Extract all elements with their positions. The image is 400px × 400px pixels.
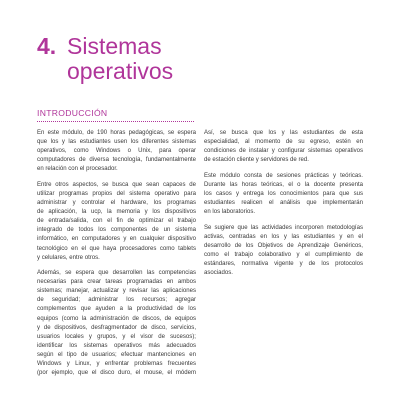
text-line: los casos y entrega los conocimientos para que sus bbox=[204, 190, 363, 197]
text-line: tecnológico en el que haya procesadores como tablets bbox=[37, 245, 196, 252]
text-line: sistemas; manejar, actualizar y revisar las aplicaciones bbox=[37, 288, 196, 295]
text-line: integrado de todos los componentes de un sistema bbox=[37, 227, 196, 234]
chapter-title bbox=[37, 34, 173, 84]
text-line: computadores de diversa tecnología, fundamentalmente bbox=[37, 157, 196, 164]
text-line: asociados. bbox=[204, 270, 233, 277]
text-line: Así, se busca que los y las estudiantes de esta bbox=[204, 130, 363, 136]
text-line: complementos que ayuden a la productividad de los bbox=[37, 306, 196, 313]
right-column bbox=[204, 129, 363, 285]
paragraph-graduation bbox=[204, 129, 363, 165]
text-line: Además, se espera que desarrollen las competencias bbox=[37, 270, 196, 277]
text-line: Durante las horas teóricas, el o la docente presenta bbox=[204, 181, 363, 188]
text-line: desarrollo de los Objetivos de Aprendizaje Genéricos, bbox=[204, 242, 363, 249]
text-line: de entrada/salida, con el fin de optimizar el trabajo bbox=[37, 218, 196, 225]
text-line: estudiantes realicen el análisis que implementarán bbox=[204, 200, 363, 207]
chapter-number: 4. bbox=[37, 33, 57, 59]
left-column bbox=[37, 129, 196, 385]
text-line: Entre otros aspectos, se busca que sean capaces de bbox=[37, 181, 196, 188]
text-line: especialidad, al momento de su egreso, estén en bbox=[204, 139, 363, 146]
paragraph-sessions bbox=[204, 172, 363, 217]
text-line: En este módulo, de 190 horas pedagógicas, se espera bbox=[37, 130, 196, 136]
text-line: Se sugiere que las actividades incorporen metodologías bbox=[204, 224, 363, 231]
text-line: usuarios locales y grupos, y el visor de sucesos); bbox=[37, 333, 196, 340]
chapter-title-line-2: operativos bbox=[67, 58, 174, 84]
text-line: equipos (como la administración de discos, de equipos bbox=[37, 315, 196, 322]
text-line: activas, centradas en los y las estudiantes y en el bbox=[204, 233, 363, 240]
section-divider bbox=[37, 121, 194, 122]
text-line: de aplicación, la ucp, la memoria y los dispositivos bbox=[37, 209, 196, 216]
section-heading: INTRODUCCIÓN bbox=[37, 108, 108, 118]
text-line: Windows y Linux, y enfrentar problemas frecuentes bbox=[37, 361, 196, 368]
text-line: condiciones de instalar y configurar sistemas operativos bbox=[204, 148, 363, 155]
chapter-title-line-1: Sistemas bbox=[67, 33, 162, 59]
text-line: operativos, como Windows o Unix, para operar bbox=[37, 148, 196, 155]
paragraph-intro bbox=[37, 129, 196, 174]
text-line: como el trabajo colaborativo y el cumplimiento de bbox=[204, 251, 363, 258]
text-line: de seguridad; administrar los recursos; agregar bbox=[37, 297, 196, 304]
text-line: informático, en computadores y en cualquier dispositivo bbox=[37, 236, 196, 243]
text-line: (por ejemplo, que el disco duro, el mouse, el módem bbox=[37, 370, 196, 377]
paragraph-competencies bbox=[37, 269, 196, 378]
text-line: y celulares, entre otros. bbox=[37, 254, 100, 261]
paragraph-objectives bbox=[37, 181, 196, 263]
text-line: identificar los sistemas operativos más adecuados bbox=[37, 342, 196, 349]
text-line: en relación con el procesador. bbox=[37, 166, 118, 173]
text-line: que los y las estudiantes usen los diferentes sistemas bbox=[37, 139, 196, 146]
text-line: necesarias para crear tareas programadas en ambos bbox=[37, 279, 196, 286]
text-line: de estación cliente y servidores de red. bbox=[204, 157, 309, 164]
text-line: según el tipo de usuarios; efectuar mantenciones en bbox=[37, 351, 196, 358]
text-line: y de dispositivos, desfragmentador de disco, servicios, bbox=[37, 324, 196, 331]
text-line: utilizar programas propios del sistema operativo para bbox=[37, 190, 196, 197]
paragraph-methodology bbox=[204, 224, 363, 279]
text-line: Este módulo consta de sesiones prácticas y teóricas. bbox=[204, 172, 363, 179]
text-line: estándares, normativa vigente y de los protocolos bbox=[204, 261, 363, 267]
text-line: administrar y controlar el hardware, los programas bbox=[37, 200, 196, 207]
text-line: en los laboratorios. bbox=[204, 209, 256, 216]
